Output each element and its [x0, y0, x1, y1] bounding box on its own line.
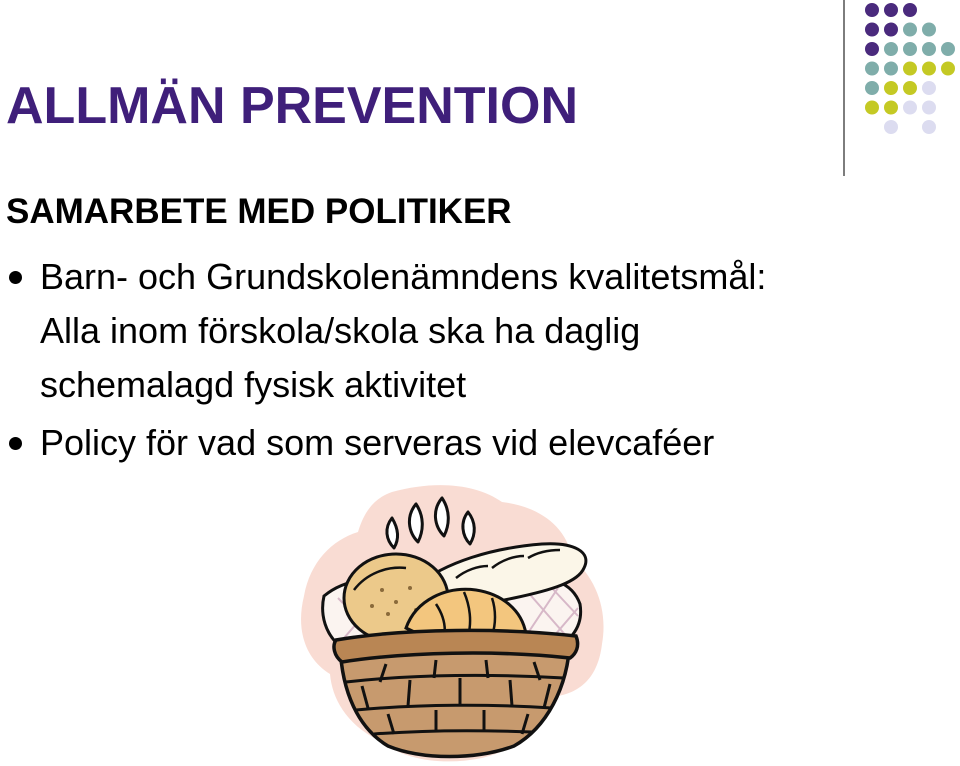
pattern-dot — [922, 62, 936, 76]
pattern-dot — [884, 23, 898, 37]
bullet-dot-icon — [9, 271, 22, 284]
bullet-item — [0, 416, 940, 470]
bullet-text-line: Policy för vad som serveras vid elevcaféer — [40, 422, 715, 463]
pattern-dot — [903, 3, 917, 17]
bullet-item — [0, 250, 940, 412]
pattern-dot — [884, 42, 898, 56]
pattern-dot — [884, 3, 898, 17]
pattern-dot — [884, 120, 898, 134]
pattern-dot — [903, 23, 917, 37]
pattern-dot — [884, 101, 898, 115]
pattern-dot — [922, 81, 936, 95]
bullet-text-line: schemalagd fysisk aktivitet — [40, 364, 467, 405]
pattern-dot — [941, 42, 955, 56]
pattern-dot — [865, 3, 879, 17]
pattern-dot — [865, 23, 879, 37]
pattern-dot — [865, 62, 879, 76]
pattern-dot — [941, 62, 955, 76]
vertical-divider — [843, 0, 845, 176]
pattern-dot — [903, 42, 917, 56]
pattern-dot — [884, 81, 898, 95]
pattern-dot — [903, 101, 917, 115]
slide-title: ALLMÄN PREVENTION — [6, 77, 578, 135]
bullet-text-line: Barn- och Grundskolenämndens kvalitetsmål: — [40, 256, 767, 297]
pattern-dot — [903, 81, 917, 95]
dot-grid-icon — [858, 0, 958, 160]
bread-basket-icon — [296, 478, 608, 764]
pattern-dot — [884, 62, 898, 76]
bullet-dot-icon — [9, 437, 22, 450]
slide-subtitle: SAMARBETE MED POLITIKER — [6, 192, 512, 231]
pattern-dot — [865, 42, 879, 56]
pattern-dot — [922, 101, 936, 115]
pattern-dot — [922, 42, 936, 56]
bullet-text-line: Alla inom förskola/skola ska ha daglig — [40, 310, 641, 351]
pattern-dot — [903, 62, 917, 76]
pattern-dot — [865, 101, 879, 115]
pattern-dot — [865, 81, 879, 95]
bullet-list — [0, 250, 940, 470]
pattern-dot — [922, 120, 936, 134]
pattern-dot — [922, 23, 936, 37]
